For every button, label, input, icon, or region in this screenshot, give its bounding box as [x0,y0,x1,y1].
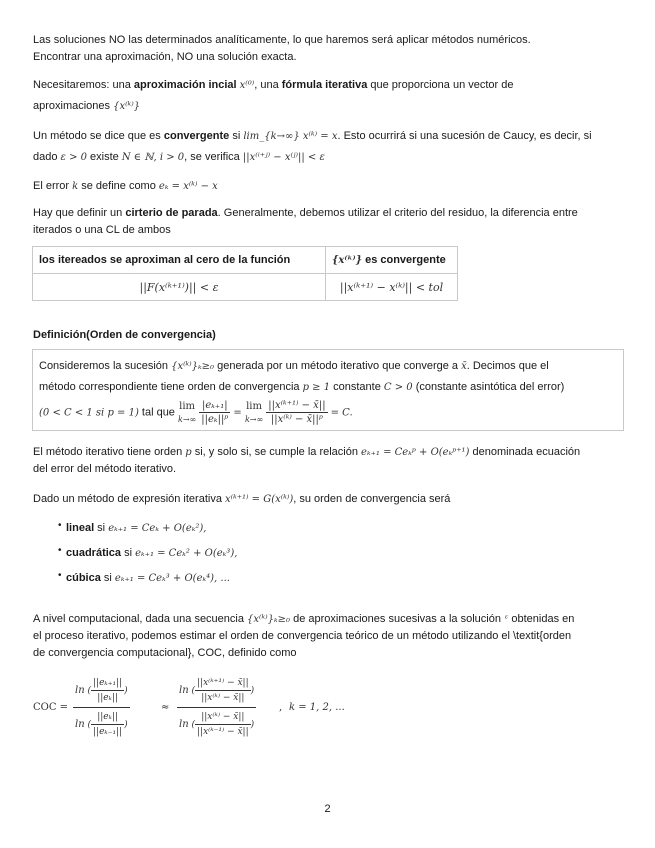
definition-line-1: Consideremos la sucesión {x⁽ᵏ⁾}ₖ≥₀ generada por un método iterativo que converge a x̄. Decimos que el [39,360,549,372]
table-header-1: los itereados se aproximan al cero de la función [33,247,326,274]
fraction-error-ratio: $\frac{\text{|eₖ₊₁|}}{\text{||eₖ||ᵖ}}$ [201,400,229,425]
math-iteration: x⁽ᵏ⁺¹⁾ = G(x⁽ᵏ⁾) [225,494,294,505]
fraction-x-ratio: $\frac{\text{||x⁽ᵏ⁺¹⁾ − x̄||}}{\text{||x⁽ᵏ⁾ − x̄||ᵖ}}$ [268,400,326,425]
table-row [33,274,458,301]
convergent-paragraph: Un método se dice que es convergente si lim_{k→∞} x⁽ᵏ⁾ = x. Esto ocurrirá si una sucesión de Caucy, es decir, si dado ε > 0 existe N ∈ ℕ, i > 0, se verifica ||x⁽ⁱ⁺ʲ⁾ − x⁽ʲ⁾|| < ε [33,130,592,163]
math-error-equation: eₖ₊₁ = Ceₖᵖ + O(eₖᵖ⁺¹) [361,447,470,458]
table-header-row [33,247,458,274]
limit-2: lim k→∞ [244,400,264,424]
intro-paragraph [33,32,628,66]
list-item: • cuadrática si eₖ₊₁ = Ceₖ² + O(eₖ³), [58,545,238,559]
list-item: • lineal si eₖ₊₁ = Ceₖ + O(eₖ²), [58,520,207,534]
bold-iterative-formula: fórmula iterativa [281,79,368,91]
limit-1: lim k→∞ [177,400,197,424]
coc-formula: COC = ln ( $\frac{\text{||eₖ₊₁||}}{\text{||eₖ||}}$ ) ln ( $\frac{\text{||eₖ||}}{\text{||eₖ₋₁||}}$ ) ≈ ln ( $\frac{\text{||x⁽ᵏ⁺¹⁾ − x̄||}}{\text{||x⁽ᵏ⁾ − x̄||}}$ ) ln ( $\frac{\text{||x⁽ᵏ⁾ − x̄||}}{\text{||x⁽ᵏ⁻¹⁾ − x̄||}}$ ) , k = 1, 2, ... [33,678,345,737]
needs-paragraph: Necesitaremos: una aproximación incial x⁽⁰⁾, una fórmula iterativa que proporciona un vector de aproximaciones {x⁽ᵏ⁾} [33,79,514,112]
iter-paragraph: Dado un método de expresión iterativa x⁽ᵏ⁺¹⁾ = G(x⁽ᵏ⁾), su orden de convergencia será [33,493,451,505]
definition-line-3: (0 < C < 1 si p = 1) tal que lim k→∞ $\frac{\text{|eₖ₊₁|}}{\text{||eₖ||ᵖ}}$ = lim k→∞ $\frac{\text{||x⁽ᵏ⁺¹⁾ − x̄||}}{\text{||x⁽ᵏ⁾ − x̄||ᵖ}}$ = C. [39,400,353,425]
list-item: • cúbica si eₖ₊₁ = Ceₖ³ + O(eₖ⁴), ... [58,570,230,584]
math-error-def: eₖ = x⁽ᵏ⁾ − x [158,181,218,192]
definition-title: Definición(Orden de convergencia) [33,329,216,341]
intro-line-2: Encontrar una aproximación, NO una solución exacta. [33,51,297,63]
definition-line-2: método correspondiente tiene orden de convergencia p ≥ 1 constante C > 0 (constante asintótica del error) [39,381,565,393]
math-limit: lim_{k→∞} x⁽ᵏ⁾ = x [243,131,338,142]
criteria-table [32,246,458,301]
bold-convergent: convergente [163,130,230,142]
coc-intro-paragraph: A nivel computacional, dada una secuencia {x⁽ᵏ⁾}ₖ≥₀ de aproximaciones sucesivas a la solución ᵋ obtenidas en el proceso iterativo, podemos estimar el orden de convergencia teórico de un método utilizando el \textit{orden de convergencia computacional}, COC, definido como [33,613,575,659]
order-paragraph: El método iterativo tiene orden p si, y solo si, se cumple la relación eₖ₊₁ = Ceₖᵖ + O(eₖᵖ⁺¹) denominada ecuación del error del método iterativo. [33,446,581,475]
stop-paragraph: Hay que definir un cirterio de parada. Generalmente, debemos utilizar el criterio del residuo, la diferencia entre iterados o una CL de ambos [33,207,578,236]
intro-line-1: Las soluciones NO las determinados analíticamente, lo que haremos será aplicar métodos numéricos. [33,34,531,46]
coc-index-range: k = 1, 2, ... [289,702,345,713]
coc-fraction-2: ln ( $\frac{\text{||x⁽ᵏ⁺¹⁾ − x̄||}}{\text{||x⁽ᵏ⁾ − x̄||}}$ ) ln ( $\frac{\text{||x⁽ᵏ⁾ − x̄||}}{\text{||x⁽ᵏ⁻¹⁾ − x̄||}}$ ) [179,678,255,737]
bold-initial-approx: aproximación incial [133,79,237,91]
table-cell-residual: ||F(x⁽ᵏ⁺¹⁾)|| < ε [33,274,326,301]
math-xk-seq: {x⁽ᵏ⁾} [113,101,141,112]
math-epsilon: ε > 0 [60,152,87,163]
math-x0: x⁽⁰⁾ [239,80,255,91]
bold-stop-criterion: cirterio de parada [125,207,218,219]
error-paragraph: El error k se define como eₖ = x⁽ᵏ⁾ − x [33,180,218,192]
table-cell-difference: ||x⁽ᵏ⁺¹⁾ − x⁽ᵏ⁾|| < tol [326,274,458,301]
table-header-2: {x⁽ᵏ⁾} es convergente [326,247,458,274]
coc-fraction-1: ln ( $\frac{\text{||eₖ₊₁||}}{\text{||eₖ||}}$ ) ln ( $\frac{\text{||eₖ||}}{\text{||eₖ₋₁||}}$ ) [75,678,128,737]
definition-box [32,349,624,431]
math-n: N ∈ ℕ, i > 0 [121,152,185,163]
math-cauchy: ||x⁽ⁱ⁺ʲ⁾ − x⁽ʲ⁾|| < ε [242,152,325,163]
page-number: 2 [324,803,331,815]
